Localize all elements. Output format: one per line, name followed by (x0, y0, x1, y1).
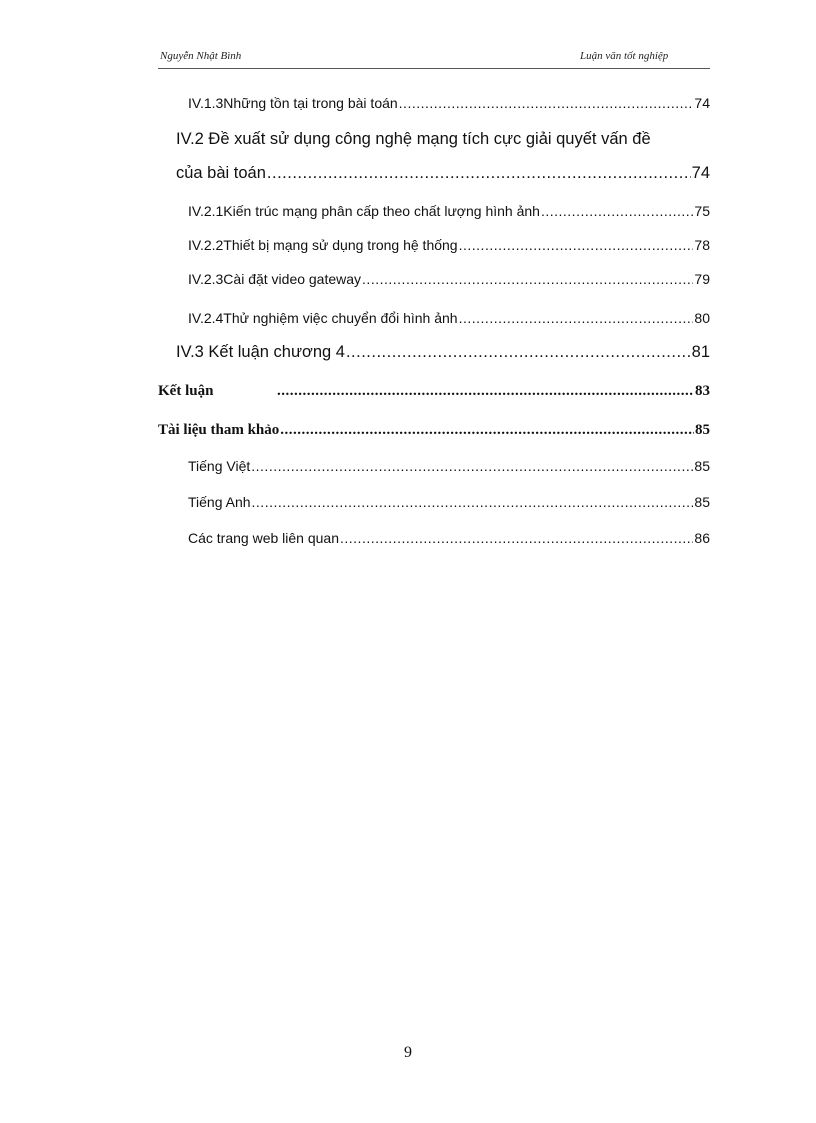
toc-leader-dots (362, 271, 693, 287)
toc-entry-page: 74 (691, 164, 710, 182)
header-author: Nguyễn Nhật Bình (160, 50, 242, 62)
toc-entry-page: 85 (694, 494, 710, 510)
toc-leader-dots (267, 164, 691, 183)
toc-entry-page: 79 (694, 271, 710, 287)
toc-entry-tieng-anh (188, 494, 710, 510)
toc-leader-dots (252, 494, 694, 510)
toc-entry-page: 75 (694, 203, 710, 219)
toc-entry-page: 78 (694, 237, 710, 253)
toc-entry-iv-2-2 (188, 237, 710, 253)
toc-entry-label: Các trang web liên quan (188, 530, 339, 546)
toc-leader-dots (280, 422, 694, 439)
toc-entry-iv-2-4 (188, 310, 710, 326)
toc-entry-label: IV.2.1Kiến trúc mạng phân cấp theo chất lượng hình ảnh (188, 203, 540, 219)
toc-entry-page: 74 (694, 95, 710, 111)
toc-entry-tieng-viet (188, 458, 710, 474)
toc-entry-label: Tài liệu tham khảo (158, 422, 280, 438)
toc-entry-page: 81 (691, 343, 710, 361)
toc-entry-label: IV.2 Đề xuất sử dụng công nghệ mạng tích cực giải quyết vấn đề (176, 130, 651, 148)
toc-leader-dots (346, 343, 691, 362)
toc-entry-page: 85 (695, 422, 710, 438)
toc-entry-tai-lieu (158, 422, 710, 439)
toc-entry-iv-2-line1 (176, 130, 696, 149)
toc-entry-label: của bài toán (176, 164, 266, 182)
toc-entry-page: 80 (694, 310, 710, 326)
toc-entry-label: IV.2.3Cài đặt video gateway (188, 271, 362, 287)
toc-entry-label: Tiếng Việt (188, 458, 251, 474)
toc-entry-web (188, 530, 710, 546)
toc-entry-page: 86 (694, 530, 710, 546)
toc-entry-ket-luan (158, 383, 710, 400)
toc-entry-label: IV.2.2Thiết bị mạng sử dụng trong hệ thống (188, 237, 458, 253)
toc-entry-iv-2-1 (188, 203, 710, 219)
toc-entry-iv-1-3 (188, 95, 710, 111)
toc-leader-dots (399, 95, 694, 111)
header-divider (158, 68, 710, 69)
page-number: 9 (404, 1044, 412, 1061)
toc-leader-dots (459, 310, 694, 326)
toc-leader-dots (277, 383, 694, 400)
toc-entry-iv-2 (176, 164, 710, 183)
toc-leader-dots (541, 203, 693, 219)
toc-entry-label: Tiếng Anh (188, 494, 251, 510)
toc-entry-label: IV.2.4Thử nghiệm việc chuyển đổi hình ảnh (188, 310, 458, 326)
toc-entry-iv-3 (176, 343, 710, 362)
header-doc-type: Luận văn tốt nghiệp (580, 50, 669, 62)
toc-entry-page: 83 (695, 383, 710, 399)
toc-entry-iv-2-3 (188, 271, 710, 287)
toc-entry-page: 85 (694, 458, 710, 474)
toc-entry-label: Kết luận (158, 383, 214, 399)
toc-entry-label: IV.3 Kết luận chương 4 (176, 343, 345, 361)
toc-leader-dots (251, 458, 693, 474)
toc-leader-dots (459, 237, 694, 253)
toc-entry-label: IV.1.3Những tồn tại trong bài toán (188, 95, 398, 111)
toc-leader-dots (340, 530, 693, 546)
